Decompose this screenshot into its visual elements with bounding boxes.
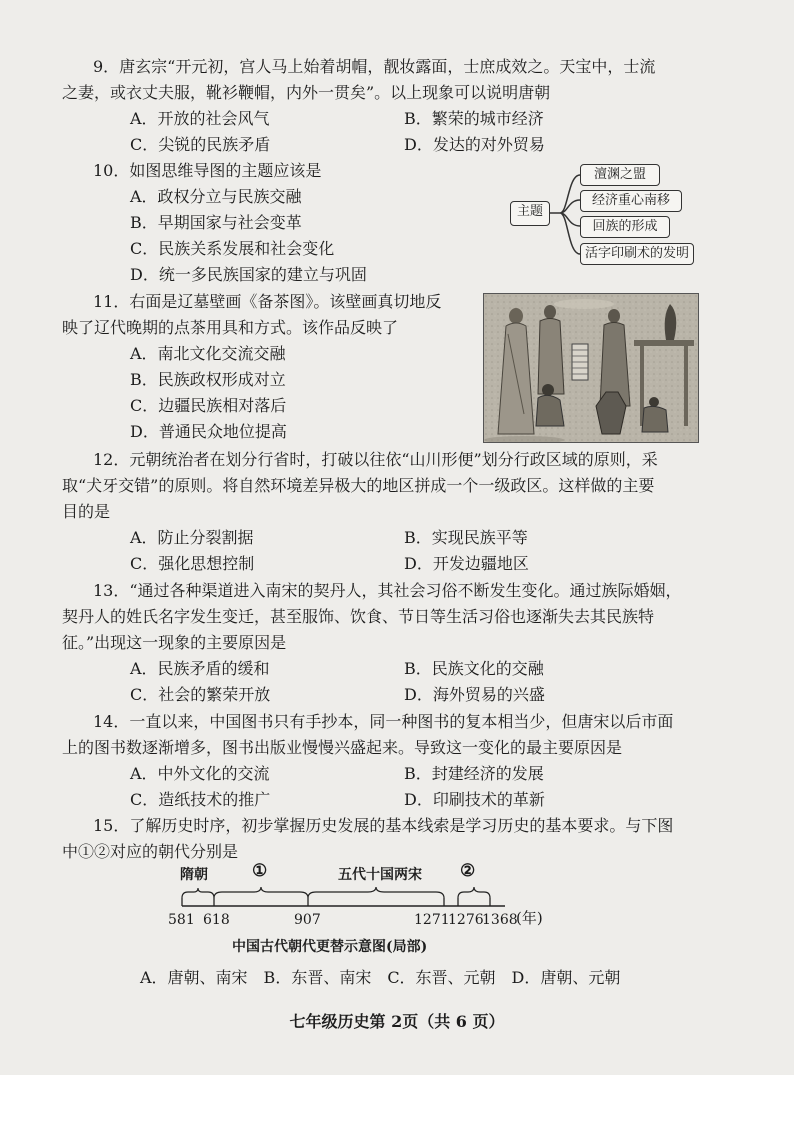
q11-option-c: C．边疆民族相对落后	[130, 396, 287, 415]
q13-stem-line1: 13．“通过各种渠道进入南宋的契丹人，其社会习俗不断发生变化。通过族际婚姻，	[93, 581, 682, 600]
q12-stem-line3: 目的是	[62, 502, 111, 521]
timeline-year: 907	[294, 912, 321, 928]
timeline-year: 1276	[448, 912, 484, 928]
q9-option-d: D．发达的对外贸易	[404, 135, 545, 154]
q11-stem-line2: 映了辽代晚期的点茶用具和方式。该作品反映了	[62, 318, 399, 337]
q12-stem-line2: 取“犬牙交错”的原则。将自然环境差异极大的地区拼成一个一级政区。这样做的主要	[62, 476, 655, 495]
liao-tomb-mural-image	[483, 293, 699, 443]
q14-stem-line1: 14．一直以来，中国图书只有手抄本，同一种图书的复本相当少，但唐宋以后市面	[93, 712, 674, 731]
q10-option-b: B．早期国家与社会变革	[130, 213, 302, 232]
q14-option-a: A．中外文化的交流	[130, 764, 270, 783]
q9-option-b: B．繁荣的城市经济	[404, 109, 544, 128]
q14-option-d: D．印刷技术的革新	[404, 790, 545, 809]
mind-map-branch-1: 澶渊之盟	[580, 164, 660, 186]
mind-map-center: 主题	[510, 201, 550, 226]
q12-option-d: D．开发边疆地区	[404, 554, 529, 573]
q10-option-a: A．政权分立与民族交融	[130, 187, 302, 206]
q15-options: A．唐朝、南宋 B．东晋、南宋 C．东晋、元朝 D．唐朝、元朝	[140, 968, 621, 987]
q13-stem-line3: 征。”出现这一现象的主要原因是	[62, 633, 287, 652]
timeline-year: 581	[168, 912, 195, 928]
q14-option-b: B．封建经济的发展	[404, 764, 544, 783]
q10-option-d: D．统一多民族国家的建立与巩固	[130, 265, 367, 284]
timeline-label-middle: 五代十国两宋	[338, 867, 422, 883]
q9-stem-line1: 9．唐玄宗“开元初，宫人马上始着胡帽，靓妆露面，士庶成效之。天宝中，士流	[93, 57, 656, 76]
timeline-year: 618	[203, 912, 230, 928]
q11-option-b: B．民族政权形成对立	[130, 370, 286, 389]
q13-option-c: C．社会的繁荣开放	[130, 685, 271, 704]
q15-stem-line1: 15．了解历史时序，初步掌握历史发展的基本线索是学习历史的基本要求。与下图	[93, 816, 674, 835]
q12-option-c: C．强化思想控制	[130, 554, 255, 573]
timeline-mark-2: ②	[460, 861, 476, 881]
mind-map-branch-4: 活字印刷术的发明	[580, 243, 694, 265]
mind-map-branch-3: 回族的形成	[580, 216, 670, 238]
q12-option-b: B．实现民族平等	[404, 528, 528, 547]
q10-stem: 10．如图思维导图的主题应该是	[93, 161, 322, 180]
timeline-mark-1: ①	[252, 861, 268, 881]
q12-stem-line1: 12．元朝统治者在划分行省时，打破以往依“山川形便”划分行政区域的原则，采	[93, 450, 658, 469]
q9-stem-line2: 之妻，或衣丈夫服，靴衫鞭帽，内外一贯矣”。以上现象可以说明唐朝	[62, 83, 551, 102]
q13-stem-line2: 契丹人的姓氏名字发生变迁，甚至服饰、饮食、节日等生活习俗也逐渐失去其民族特	[62, 607, 655, 626]
q15-stem-line2: 中①②对应的朝代分别是	[62, 842, 239, 861]
q13-option-b: B．民族文化的交融	[404, 659, 544, 678]
page-footer: 七年级历史第 2页（共 6 页）	[289, 1012, 505, 1031]
q12-option-a: A．防止分裂割据	[130, 528, 254, 547]
q14-stem-line2: 上的图书数逐渐增多，图书出版业慢慢兴盛起来。导致这一变化的最主要原因是	[62, 738, 623, 757]
timeline-year: 1368	[482, 912, 518, 928]
q9-option-c: C．尖锐的民族矛盾	[130, 135, 271, 154]
q11-stem-line1: 11．右面是辽墓壁画《备茶图》。该壁画真切地反	[93, 292, 442, 311]
q13-option-d: D．海外贸易的兴盛	[404, 685, 545, 704]
timeline-caption: 中国古代朝代更替示意图(局部)	[232, 939, 428, 955]
q11-option-a: A．南北文化交流交融	[130, 344, 286, 363]
q10-option-c: C．民族关系发展和社会变化	[130, 239, 335, 258]
q14-option-c: C．造纸技术的推广	[130, 790, 271, 809]
q11-option-d: D．普通民众地位提高	[130, 422, 287, 441]
timeline-year: 1271	[414, 912, 450, 928]
timeline-unit: (年)	[516, 909, 543, 927]
timeline-label-sui: 隋朝	[180, 867, 208, 883]
q13-option-a: A．民族矛盾的缓和	[130, 659, 270, 678]
mind-map-branch-2: 经济重心南移	[580, 190, 682, 212]
q9-option-a: A．开放的社会风气	[130, 109, 270, 128]
